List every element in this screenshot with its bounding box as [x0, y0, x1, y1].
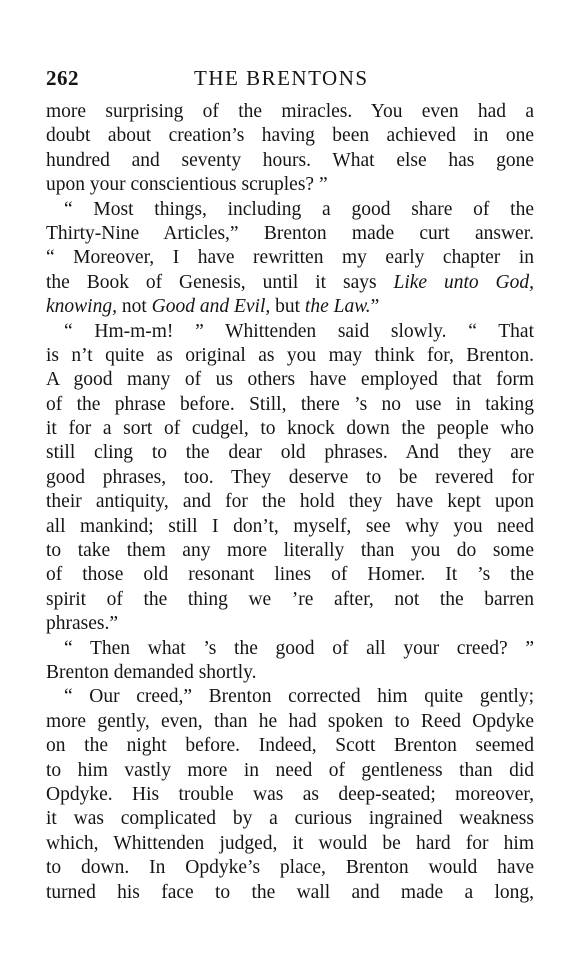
- text-line: the Book of Genesis, until it says Like unto God,: [46, 271, 535, 293]
- text-line: “ Moreover, I have rewritten my early chapter in: [46, 247, 534, 269]
- text-line: “ Our creed,” Brenton corrected him quite gently;: [64, 686, 534, 708]
- text-line: A good many of us others have employed that form: [46, 369, 534, 391]
- text-line: is n’t quite as original as you may think for, Brenton.: [46, 344, 534, 366]
- text-line: spirit of the thing we ’re after, not the barren: [46, 588, 534, 610]
- text-line: hundred and seventy hours. What else has gone: [46, 149, 534, 171]
- text-line: upon your conscientious scruples? ”: [46, 174, 328, 196]
- text-line: it for a sort of cudgel, to knock down the people who: [46, 418, 534, 440]
- text-line: their antiquity, and for the hold they have kept upon: [46, 491, 534, 513]
- text-line: turned his face to the wall and made a long,: [46, 881, 534, 903]
- text-line: “ Hm-m-m! ” Whittenden said slowly. “ That: [64, 320, 534, 342]
- page-header: [46, 66, 534, 94]
- text-line: Thirty-Nine Articles,” Brenton made curt answer.: [46, 222, 534, 244]
- text-line: more gently, even, than he had spoken to Reed Opdyke: [46, 710, 534, 732]
- text-line: Brenton demanded shortly.: [46, 661, 257, 683]
- text-line: knowing, not Good and Evil, but the Law.”: [46, 296, 380, 318]
- text-line: “ Most things, including a good share of the: [64, 198, 534, 220]
- text-line: more surprising of the miracles. You even had a: [46, 101, 534, 122]
- text-line: to him vastly more in need of gentleness than did: [46, 759, 534, 781]
- body-text: [46, 100, 534, 905]
- text-line: to take them any more literally than you do some: [46, 540, 534, 562]
- text-line: on the night before. Indeed, Scott Brenton seemed: [46, 735, 534, 757]
- text-line: of the phrase before. Still, there ’s no use in taking: [46, 393, 534, 415]
- text-line: phrases.”: [46, 613, 119, 635]
- text-line: to down. In Opdyke’s place, Brenton would have: [46, 857, 534, 879]
- text-line: Opdyke. His trouble was as deep-seated; moreover,: [46, 783, 534, 805]
- text-line: of those old resonant lines of Homer. It ’s the: [46, 564, 534, 586]
- text-line: all mankind; still I don’t, myself, see why you need: [46, 515, 534, 537]
- text-line: “ Then what ’s the good of all your creed? ”: [64, 637, 534, 659]
- text-line: it was complicated by a curious ingrained weakness: [46, 808, 534, 830]
- text-line: doubt about creation’s having been achieved in one: [46, 125, 534, 147]
- text-line: which, Whittenden judged, it would be hard for him: [46, 832, 534, 854]
- page-number: 262: [46, 66, 79, 90]
- text-line: still cling to the dear old phrases. And they are: [46, 442, 534, 464]
- text-line: good phrases, too. They deserve to be revered for: [46, 466, 534, 488]
- running-title: THE BRENTONS: [194, 66, 369, 90]
